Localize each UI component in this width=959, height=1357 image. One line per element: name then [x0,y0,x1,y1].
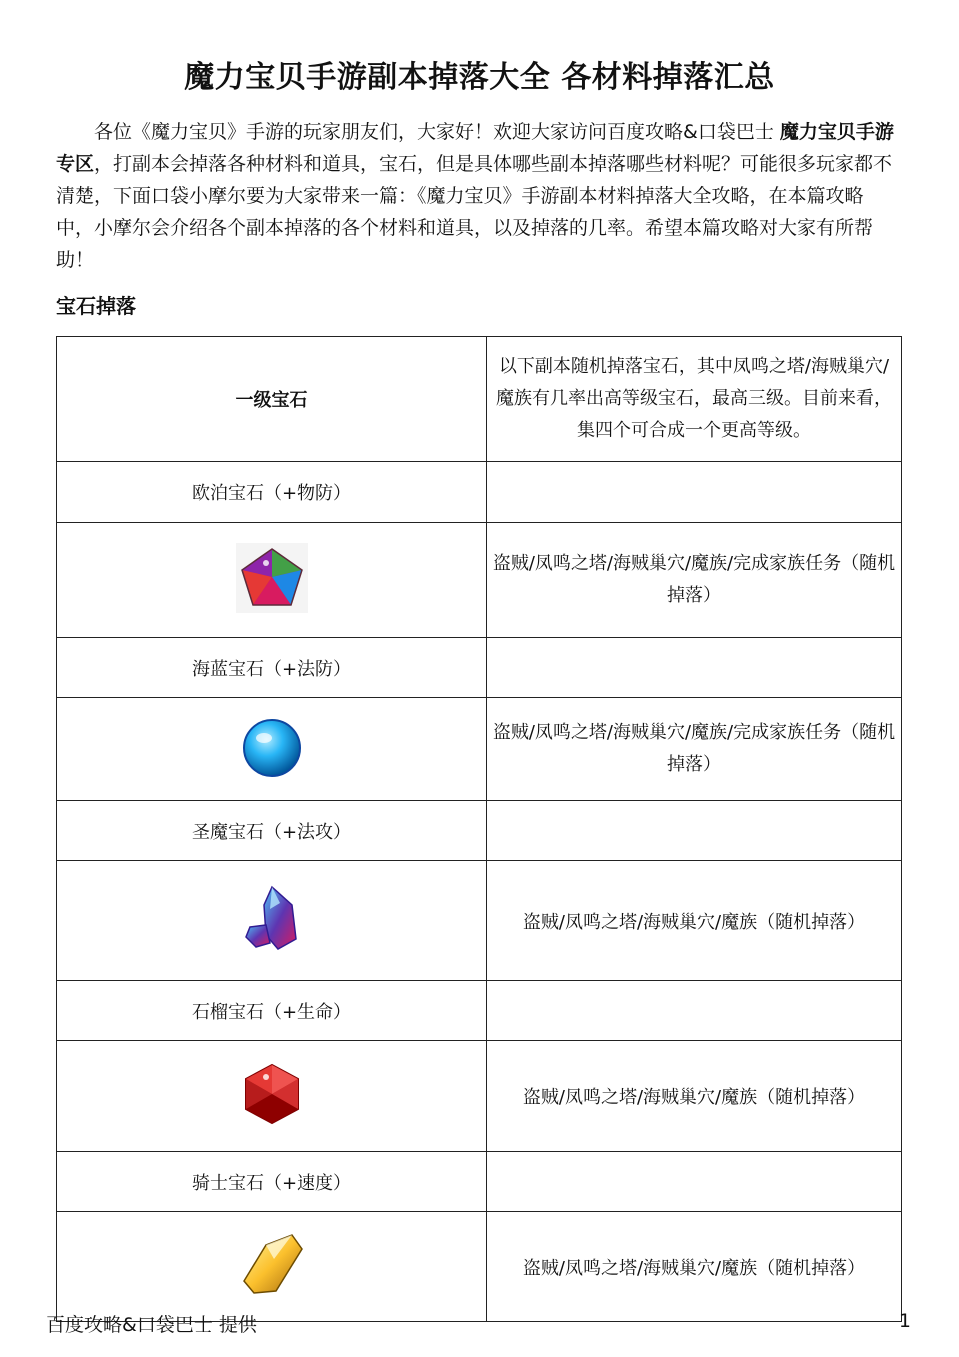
page-title: 魔力宝贝手游副本掉落大全 各材料掉落汇总 [184,60,775,95]
empty-cell [487,1152,902,1212]
header-gem-level: 一级宝石 [57,337,487,462]
holy-magic-gem-icon [236,883,308,953]
empty-cell [487,638,902,698]
gem-name-row [57,981,902,1041]
gem-icon-cell [57,1212,487,1322]
gem-name: 圣魔宝石（+法攻） [57,801,487,861]
empty-cell [487,462,902,523]
empty-cell [487,981,902,1041]
gem-icon-cell [57,1041,487,1152]
intro-text-part1: 各位《魔力宝贝》手游的玩家朋友们，大家好！欢迎大家访问百度攻略&口袋巴士 [94,121,780,143]
gem-name: 骑士宝石（+速度） [57,1152,487,1212]
table-header-row [57,337,902,462]
gem-name: 海蓝宝石（+法防） [57,638,487,698]
intro-paragraph [56,116,901,276]
opal-gem-icon [236,543,308,613]
header-drop-note: 以下副本随机掉落宝石，其中凤鸣之塔/海贼巢穴/魔族有几率出高等级宝石，最高三级。目前来看，集四个可合成一个更高等级。 [487,337,902,462]
gem-drop-row [57,523,902,638]
gem-drop-source: 盗贼/凤鸣之塔/海贼巢穴/魔族（随机掉落） [487,861,902,981]
gem-drop-source: 盗贼/凤鸣之塔/海贼巢穴/魔族（随机掉落） [487,1041,902,1152]
page-number: 1 [898,1310,911,1332]
footer-credit: 百度攻略&口袋巴士 提供 [46,1314,257,1336]
gem-name-row [57,801,902,861]
knight-gem-icon [236,1229,308,1299]
section-title-gem-drops: 宝石掉落 [56,294,136,318]
gem-drop-table [56,336,902,1322]
gem-drop-source: 盗贼/凤鸣之塔/海贼巢穴/魔族（随机掉落） [487,1212,902,1322]
aquamarine-gem-icon [236,712,308,782]
gem-name-row [57,1152,902,1212]
gem-icon-cell [57,523,487,638]
gem-name: 欧泊宝石（+物防） [57,462,487,523]
gem-drop-row [57,861,902,981]
empty-cell [487,801,902,861]
intro-text-part2: ，打副本会掉落各种材料和道具，宝石，但是具体哪些副本掉落哪些材料呢？可能很多玩家都不清楚，下面口袋小摩尔要为大家带来一篇：《魔力宝贝》手游副本材料掉落大全攻略，在本篇攻略中，小摩尔会介绍各个副本掉落的各个材料和道具，以及掉落的几率。希望本篇攻略对大家有所帮助！ [56,153,893,271]
gem-drop-source: 盗贼/凤鸣之塔/海贼巢穴/魔族/完成家族任务（随机掉落） [487,523,902,638]
gem-drop-source: 盗贼/凤鸣之塔/海贼巢穴/魔族/完成家族任务（随机掉落） [487,698,902,801]
gem-name-row [57,638,902,698]
intro-zone-link: 魔力宝贝手游专区 [56,121,894,175]
gem-icon-cell [57,698,487,801]
garnet-gem-icon [236,1059,308,1129]
gem-name-row [57,462,902,523]
gem-drop-row [57,698,902,801]
gem-name: 石榴宝石（+生命） [57,981,487,1041]
gem-icon-cell [57,861,487,981]
gem-drop-row [57,1212,902,1322]
gem-drop-row [57,1041,902,1152]
